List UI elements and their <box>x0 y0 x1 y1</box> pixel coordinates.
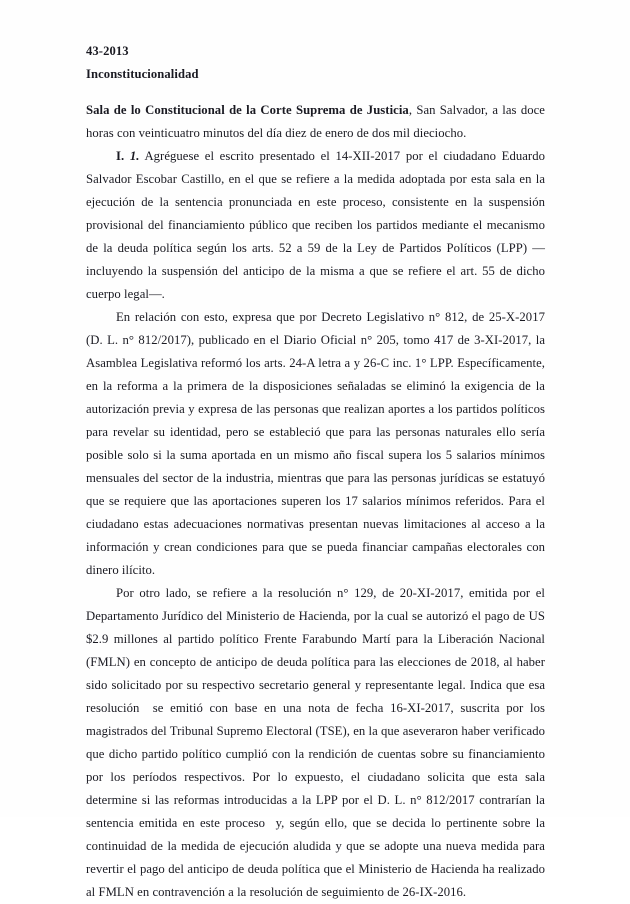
paragraph-two: En relación con esto, expresa que por Decreto Legislativo n° 812, de 25-X-2017 (D. L. n° 812/2017), publicado en el Diario Oficial n° 205, tomo 417 de 3-XI-2017, la Asamblea Legislativa reformó los arts. 24-A letra a y 26-C inc. 1° LPP. Específicamente, en la reforma a la primera de la disposiciones señaladas se eliminó la exigencia de la autorización previa y expresa de las personas que realizan aportes a los partidos políticos para revelar su identidad, pero se estableció que para las personas naturales ello sería posible solo si la suma aportada en un mismo año fiscal supera los 5 salarios mínimos mensuales del sector de la industria, mientras que para las personas jurídicas se estatuyó que se requiere que las aportaciones superen los 17 salarios mínimos referidos. Para el ciudadano estas adecuaciones normativas presentan nuevas limitaciones al acceso a la información y crean condiciones para que se pueda financiar campañas electorales con dinero ilícito. <box>86 310 549 577</box>
paragraph-one-text: Agréguese el escrito presentado el 14-XII-2017 por el ciudadano Eduardo Salvador Escobar Castillo, en el que se refiere a la medida adoptada por esta sala en la ejecución de la sentencia pronunciada en este proceso, consistente en la suspensión provisional del financiamiento público que reciben los partidos mediante el mecanismo de la deuda política según los arts. 52 a 59 de la Ley de Partidos Políticos (LPP) —incluyendo la suspensión del anticipo de la misma a que se refiere el art. 55 de dicho cuerpo legal—. <box>86 149 549 301</box>
section-marker-roman: I. <box>116 149 125 163</box>
court-heading-rest: , San Salvador, a las doce horas con veinticuatro minutos del día diez de enero de dos mil dieciocho. <box>86 103 549 140</box>
section-marker-number: 1. <box>129 149 140 163</box>
paragraph-three: Por otro lado, se refiere a la resolución n° 129, de 20-XI-2017, emitida por el Departamento Jurídico del Ministerio de Hacienda, por la cual se autorizó el pago de US $2.9 millones al partido político Frente Farabundo Martí para la Liberación Nacional (FMLN) en concepto de anticipo de deuda política para las elecciones de 2018, al haber sido solicitado por su respectivo secretario general y representante legal. Indica que esa resolución se emitió con base en una nota de fecha 16-XI-2017, suscrita por los magistrados del Tribunal Supremo Electoral (TSE), en la que aseveraron haber verificado que dicho partido político cumplió con la rendición de cuentas sobre su financiamiento por los períodos respectivos. Por lo expuesto, el ciudadano solicita que esta sala determine si las reformas introducidas a la LPP por el D. L. n° 812/2017 contrarían la sentencia emitida en este proceso y, según ello, que se decida lo pertinente sobre la continuidad de la medida de ejecución aludida y que se adopte una nueva medida para revertir el pago del anticipo de deuda política que el Ministerio de Hacienda ha realizado al FMLN en contravención a la resolución de seguimiento de 26-IX-2016. <box>86 586 549 899</box>
document-body <box>86 40 549 904</box>
case-type: Inconstitucionalidad <box>86 67 199 81</box>
case-number: 43-2013 <box>86 44 129 58</box>
paragraph-one <box>86 145 549 306</box>
court-heading-paragraph <box>86 99 549 145</box>
court-heading-bold: Sala de lo Constitucional de la Corte Suprema de Justicia <box>86 103 409 117</box>
